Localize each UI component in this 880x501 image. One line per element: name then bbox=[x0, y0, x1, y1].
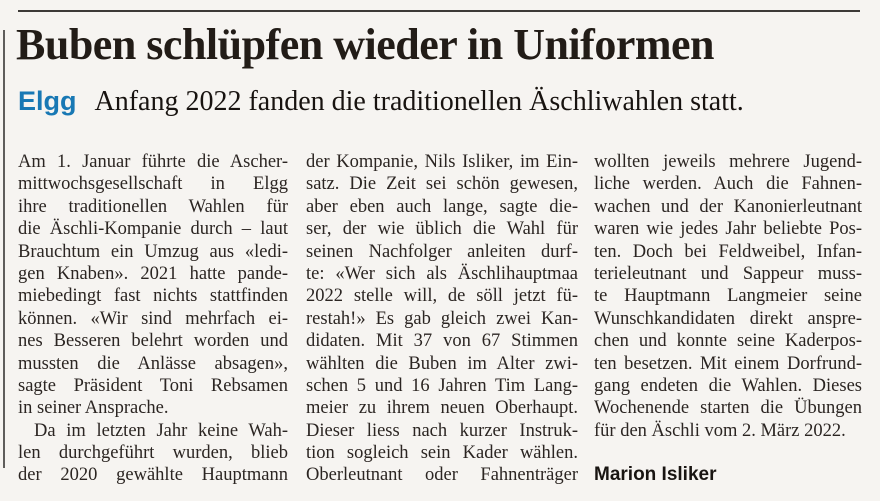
body-text-line: tion sogleich sein Kader wählen. bbox=[306, 443, 578, 464]
body-text-line: te Hauptmann Langmeier seine bbox=[594, 286, 862, 307]
body-text-line: ten besetzen. Mit einem Dorfrund- bbox=[594, 353, 862, 374]
body-text-line: miebedingt fast nichts stattfinden bbox=[18, 286, 288, 307]
body-text-line: ser, der wie üblich die Wahl für bbox=[306, 219, 578, 240]
body-text-line: Am 1. Januar führte die Ascher- bbox=[18, 152, 288, 172]
body-text-line: Brauchtum ein Umzug aus «ledi- bbox=[18, 241, 288, 262]
body-text-line: didaten. Mit 37 von 67 Stimmen bbox=[306, 331, 578, 352]
body-text-line: seinen Nachfolger anleiten durf- bbox=[306, 241, 578, 262]
body-text-line: Da im letzten Jahr keine Wah- bbox=[34, 420, 288, 441]
body-text-line: nes Besseren belehrt worden und bbox=[18, 331, 288, 352]
body-text-line: len durchgeführt wurden, blieb bbox=[18, 443, 288, 464]
body-text-line: chen und konnte seine Kaderpos- bbox=[594, 331, 862, 352]
body-text-line: ten. Doch bei Feldweibel, Infan- bbox=[594, 241, 862, 262]
body-text-line: wählten die Buben im Alter zwi- bbox=[306, 353, 578, 374]
body-text-line: wollten jeweils mehrere Jugend- bbox=[594, 152, 862, 172]
body-text-line: der Kompanie, Nils Isliker, im Ein- bbox=[306, 152, 578, 172]
article-subhead bbox=[18, 86, 868, 118]
body-text-line: mittwochsgesellschaft in Elgg bbox=[18, 174, 288, 195]
article-headline: Buben schlüpfen wieder in Uniformen bbox=[16, 20, 714, 69]
body-text-line: der 2020 gewählte Hauptmann bbox=[18, 465, 288, 486]
article-column-2 bbox=[306, 151, 578, 487]
top-rule bbox=[18, 10, 860, 12]
body-text-line: sagte Präsident Toni Rebsamen bbox=[18, 375, 288, 396]
body-text-line: te: «Wer sich als Äschlihauptmaa bbox=[306, 263, 578, 284]
body-text-line: 2022 stelle will, de söll jetzt fü- bbox=[306, 286, 578, 307]
body-text-line: terieleutnant und Sappeur muss- bbox=[594, 263, 862, 284]
body-text-line: können. «Wir sind mehrfach ei- bbox=[18, 308, 288, 329]
body-text-line: gang endeten die Wahlen. Dieses bbox=[594, 375, 862, 396]
body-text-line: Dieser liess nach kurzer Instruk- bbox=[306, 420, 578, 441]
body-text-line: Oberleutnant oder Fahnenträger bbox=[306, 465, 578, 486]
article-column-1 bbox=[18, 151, 288, 487]
body-text-line: Wochenende starten die Übungen bbox=[594, 398, 862, 419]
body-text-line: in seiner Ansprache. bbox=[18, 398, 169, 419]
body-text-line: die Äschli-Kompanie durch – laut bbox=[18, 219, 288, 240]
body-text-line: gen Knaben». 2021 hatte pande- bbox=[18, 263, 288, 284]
body-text-line: satz. Die Zeit sei schön gewesen, bbox=[306, 174, 578, 195]
body-text-line: restah!» Es gab gleich zwei Kan- bbox=[306, 308, 578, 329]
body-text-line: waren wie jedes Jahr beliebte Pos- bbox=[594, 219, 862, 240]
body-text-line: mussten die Anlässe absagen», bbox=[18, 353, 288, 374]
lead-text: Anfang 2022 fanden die traditionellen Äschliwahlen statt. bbox=[94, 86, 744, 117]
author-byline: Marion Isliker bbox=[594, 464, 717, 485]
location-tag: Elgg bbox=[18, 86, 77, 116]
body-text-line: wachen und der Kanonierleutnant bbox=[594, 196, 862, 217]
body-text-line: liche werden. Auch die Fahnen- bbox=[594, 174, 862, 195]
body-text-line: ihre traditionellen Wahlen für bbox=[18, 196, 288, 217]
left-column-rule bbox=[3, 30, 5, 468]
article-column-3 bbox=[594, 151, 862, 442]
body-text-line: schen 5 und 16 Jahren Tim Lang- bbox=[306, 375, 578, 396]
body-text-line: meier zu ihrem neuen Oberhaupt. bbox=[306, 398, 578, 419]
body-text-line: Wunschkandidaten direkt anspre- bbox=[594, 308, 862, 329]
body-text-line: für den Äschli vom 2. März 2022. bbox=[594, 420, 846, 441]
body-text-line: aber eben auch lange, sagte die- bbox=[306, 196, 578, 217]
